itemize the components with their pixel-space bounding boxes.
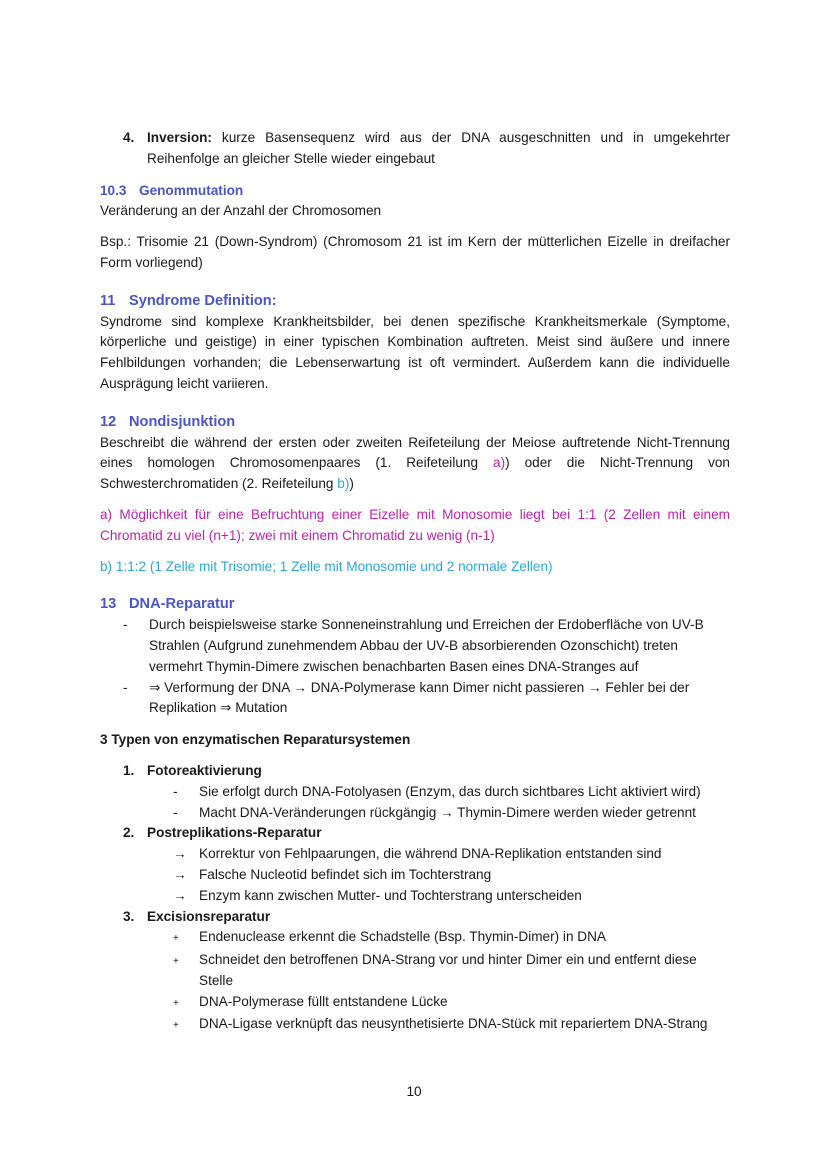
nondisjunktion-note-b: b) 1:1:2 (1 Zelle mit Trisomie; 1 Zelle mit Monosomie und 2 normale Zellen) <box>100 558 553 574</box>
section-heading-dna-reparatur: 13 DNA-Reparatur <box>100 596 235 613</box>
section-heading-genommutation: 10.3 Genommutation <box>100 182 244 198</box>
list-item: → Korrektur von Fehlpaarungen, die während DNA-Replikation entstanden sind <box>173 846 662 862</box>
list-item: + DNA-Polymerase füllt entstandene Lücke <box>173 993 448 1009</box>
list-item: + DNA-Ligase verknüpft das neusynthetisierte DNA-Stück mit repariertem DNA-Strang <box>173 1016 708 1032</box>
marker-b: b) <box>337 476 350 492</box>
genommutation-example: Bsp.: Trisomie 21 (Down-Syndrom) (Chromosom 21 ist im Kern der mütterlichen Eizelle in dreifacher Form vorliegend) <box>100 234 730 270</box>
list-item: → Enzym kann zwischen Mutter- und Tochterstrang unterscheiden <box>173 887 582 903</box>
marker-a: a) <box>493 455 506 471</box>
repair-type: 3. Excisionsreparatur <box>123 908 271 924</box>
document-page <box>100 128 730 1037</box>
list-item: → Falsche Nucleotid befindet sich im Tochterstrang <box>173 866 492 882</box>
inversion-text: kurze Basensequenz wird aus der DNA ausgeschnitten und in umgekehrter Reihenfolge an gleicher Stelle wieder eingebaut <box>147 130 730 166</box>
nondisjunktion-note-a: a) Möglichkeit für eine Befruchtung einer Eizelle mit Monosomie liegt bei 1:1 (2 Zellen mit einem Chromatid zu viel (n+1); zwei mit einem Chromatid zu wenig (n-1) <box>100 506 730 543</box>
list-number: 4. <box>123 130 135 145</box>
list-item: - Sie erfolgt durch DNA-Fotolyasen (Enzym, das durch sichtbares Licht aktiviert wird) <box>173 783 701 799</box>
list-item: + Schneidet den betroffenen DNA-Strang vor und hinter Dimer ein und entfernt diese Stelle <box>173 952 697 988</box>
inversion-item <box>100 128 730 170</box>
section-heading-nondisjunktion: 12 Nondisjunktion <box>100 413 236 430</box>
list-item: + Endenuclease erkennt die Schadstelle (Bsp. Thymin-Dimer) in DNA <box>173 929 606 945</box>
list-item: - ⇒ Verformung der DNA → DNA-Polymerase kann Dimer nicht passieren → Fehler bei der Replikation ⇒ Mutation <box>123 679 690 716</box>
list-item: - Macht DNA-Veränderungen rückgängig → Thymin-Dimere werden wieder getrennt <box>173 804 696 820</box>
list-item: - Durch beispielsweise starke Sonneneinstrahlung und Erreichen der Erdoberfläche von UV-B Strahlen (Aufgrund zunehmendem Abbau der UV-B absorbierenden Ozonschicht) treten vermehrt Thymin-Dimere zwischen benachbarten Basen eines DNA-Stranges auf <box>123 617 704 674</box>
repair-type: 2. Postreplikations-Reparatur <box>123 825 322 841</box>
inversion-term: Inversion: <box>147 130 212 145</box>
types-heading: 3 Typen von enzymatischen Reparatursystemen <box>100 732 411 748</box>
section-heading-syndrome: 11 Syndrome Definition: <box>100 292 277 309</box>
nondisjunktion-text: Beschreibt die während der ersten oder zweiten Reifeteilung der Meiose auftretende Nicht-Trennung eines homologen Chromosomenpaares (1. Reifeteilung a)) oder die Nicht-Trennung von Schwesterchromatiden (2. Reifeteilung b)) <box>100 434 730 492</box>
syndrome-text: Syndrome sind komplexe Krankheitsbilder, bei denen spezifische Krankheitsmerkale (Symptome, körperliche und geistige) in einer typischen Kombination auftreten. Meist sind äußere und innere Fehlbildungen vorhanden; die Lebenserwartung ist oft vermindert. Außerdem kann die individuelle Ausprägung leicht variieren. <box>100 313 730 391</box>
page-number: 10 <box>406 1084 422 1099</box>
genommutation-definition: Veränderung an der Anzahl der Chromosomen <box>100 203 382 219</box>
repair-type: 1. Fotoreaktivierung <box>123 762 262 778</box>
